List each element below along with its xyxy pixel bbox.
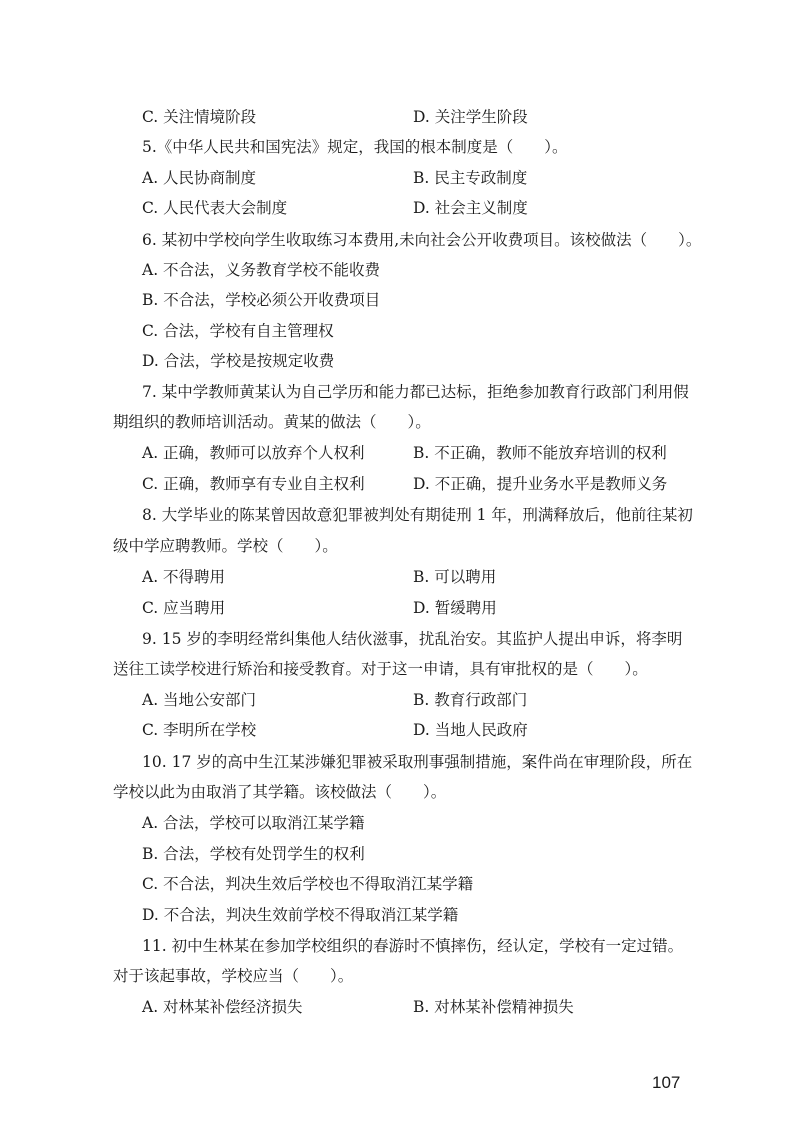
question-8-option-d: D. 暂缓聘用 — [413, 599, 497, 617]
question-10-option-a: A. 合法，学校可以取消江某学籍 — [142, 814, 365, 832]
question-7-stem: 7. 某中学教师黄某认为自己学历和能力都已达标，拒绝参加教育行政部门利用假 — [142, 383, 689, 401]
question-6-option-c: C. 合法，学校有自主管理权 — [142, 322, 334, 340]
question-8-stem: 8. 大学毕业的陈某曾因故意犯罪被判处有期徒刑 1 年，刑满释放后，他前往某初 — [142, 506, 693, 524]
page-number: 107 — [652, 1073, 681, 1092]
question-7-option-d: D. 不正确，提升业务水平是教师义务 — [413, 475, 668, 493]
question-6-option-a: A. 不合法，义务教育学校不能收费 — [142, 261, 381, 279]
question-5-option-c: C. 人民代表大会制度 — [142, 199, 288, 217]
question-9-option-a: A. 当地公安部门 — [142, 691, 257, 709]
question-5-option-b: B. 民主专政制度 — [413, 169, 528, 187]
question-10-option-b: B. 合法，学校有处罚学生的权利 — [142, 845, 365, 863]
question-8-stem-cont: 级中学应聘教师。学校（ ）。 — [113, 537, 338, 555]
question-5-stem: 5.《中华人民共和国宪法》规定，我国的根本制度是（ ）。 — [142, 138, 568, 156]
question-11-stem: 11. 初中生林某在参加学校组织的春游时不慎摔伤，经认定，学校有一定过错。 — [142, 937, 684, 955]
option-d: D. 关注学生阶段 — [413, 108, 528, 126]
question-5-option-a: A. 人民协商制度 — [142, 169, 257, 187]
question-6-stem: 6. 某初中学校向学生收取练习本费用,未向社会公开收费项目。该校做法（ ）。 — [142, 231, 702, 249]
question-9-option-d: D. 当地人民政府 — [413, 721, 528, 739]
option-c: C. 关注情境阶段 — [142, 108, 257, 126]
question-7-option-b: B. 不正确，教师不能放弃培训的权利 — [413, 444, 667, 462]
question-11-option-a: A. 对林某补偿经济损失 — [142, 998, 303, 1016]
question-9-stem-cont: 送往工读学校进行矫治和接受教育。对于这一申请，具有审批权的是（ ）。 — [113, 660, 648, 678]
question-7-option-a: A. 正确，教师可以放弃个人权利 — [142, 444, 365, 462]
question-5-option-d: D. 社会主义制度 — [413, 199, 528, 217]
question-11-stem-cont: 对于该起事故，学校应当（ ）。 — [113, 967, 354, 985]
question-8-option-a: A. 不得聘用 — [142, 568, 226, 586]
question-6-option-d: D. 合法，学校是按规定收费 — [142, 352, 335, 370]
question-9-option-b: B. 教育行政部门 — [413, 691, 528, 709]
question-9-option-c: C. 李明所在学校 — [142, 721, 257, 739]
question-10-option-d: D. 不合法，判决生效前学校不得取消江某学籍 — [142, 906, 459, 924]
question-11-option-b: B. 对林某补偿精神损失 — [413, 998, 574, 1016]
question-8-option-c: C. 应当聘用 — [142, 599, 226, 617]
question-7-option-c: C. 正确，教师享有专业自主权利 — [142, 475, 365, 493]
question-8-option-b: B. 可以聘用 — [413, 568, 497, 586]
question-10-stem-cont: 学校以此为由取消了其学籍。该校做法（ ）。 — [113, 783, 447, 801]
question-7-stem-cont: 期组织的教师培训活动。黄某的做法（ ）。 — [113, 413, 431, 431]
question-9-stem: 9. 15 岁的李明经常纠集他人结伙滋事，扰乱治安。其监护人提出申诉，将李明 — [142, 630, 683, 648]
question-6-option-b: B. 不合法，学校必须公开收费项目 — [142, 291, 381, 309]
question-10-stem: 10. 17 岁的高中生江某涉嫌犯罪被采取刑事强制措施，案件尚在审理阶段，所在 — [142, 753, 693, 771]
question-10-option-c: C. 不合法，判决生效后学校也不得取消江某学籍 — [142, 875, 474, 893]
